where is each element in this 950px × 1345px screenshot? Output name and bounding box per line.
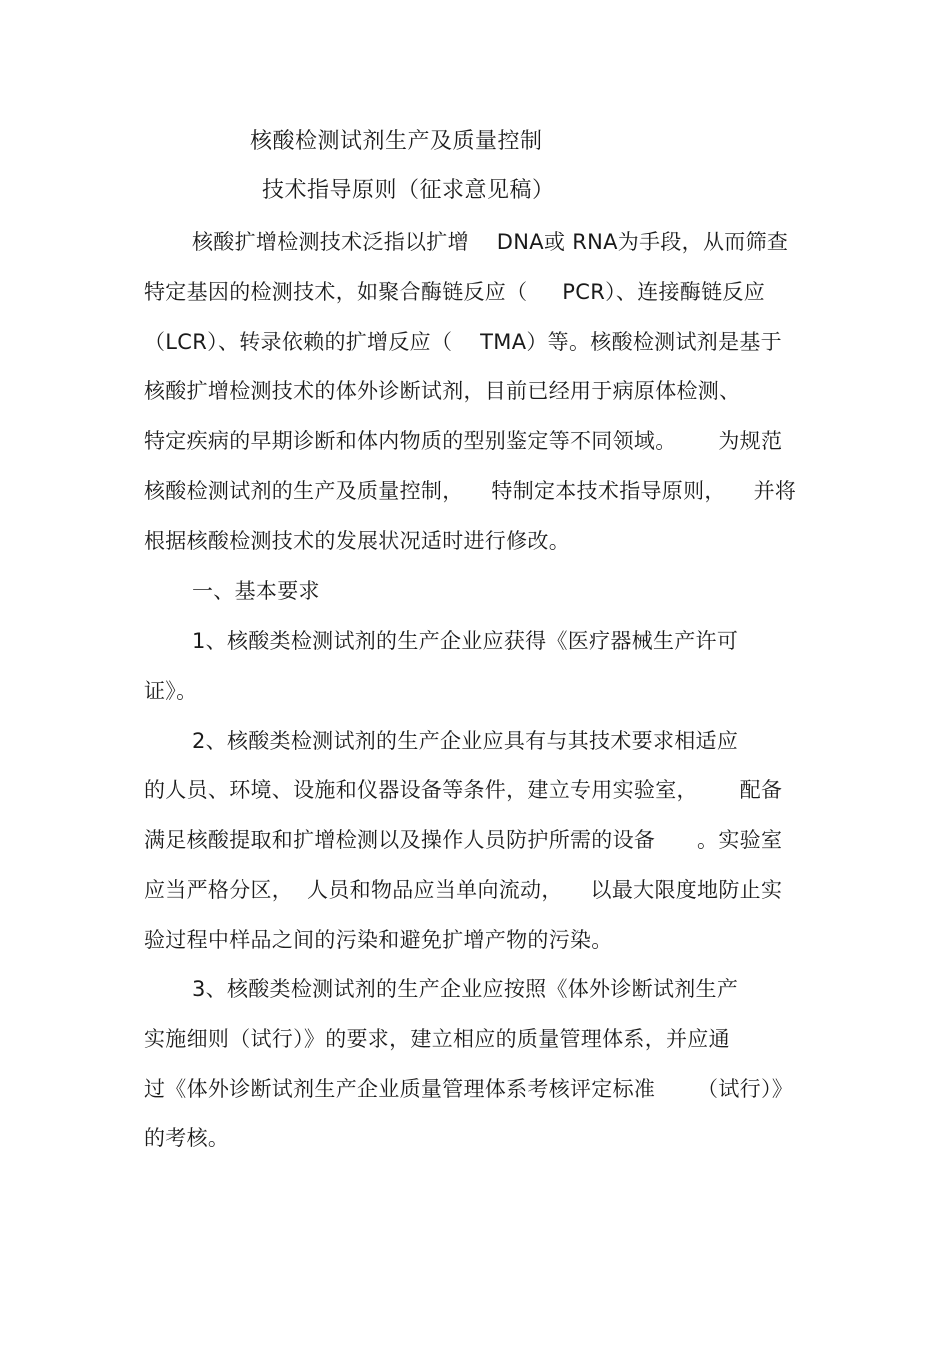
item3-line-2: 实施细则（试行）》的要求，建立相应的质量管理体系，并应通	[144, 1027, 730, 1051]
item1-line-1: 1、核酸类检测试剂的生产企业应获得《医疗器械生产许可	[192, 629, 739, 653]
title-line-2: 技术指导原则（征求意见稿）	[262, 178, 555, 203]
item1-line-2: 证》。	[144, 679, 198, 703]
item3-line-4: 的考核。	[144, 1126, 230, 1150]
item2-line-5: 验过程中样品之间的污染和避免扩增产物的污染。	[144, 928, 613, 952]
intro-line-7: 根据核酸检测技术的发展状况适时进行修改。	[144, 529, 570, 553]
intro-line-4: 核酸扩增检测技术的体外诊断试剂，目前已经用于病原体检测、	[144, 379, 741, 403]
title-line-1: 核酸检测试剂生产及质量控制	[250, 129, 543, 154]
intro-line-3: （LCR）、转录依赖的扩增反应（ TMA）等。核酸检测试剂是基于	[144, 330, 782, 354]
intro-line-1: 核酸扩增检测技术泛指以扩增 DNA或 RNA为手段，从而筛查	[192, 230, 789, 254]
item2-line-2: 的人员、环境、设施和仪器设备等条件，建立专用实验室， 配备	[144, 778, 783, 802]
item2-line-4: 应当严格分区， 人员和物品应当单向流动， 以最大限度地防止实	[144, 878, 783, 902]
item3-line-1: 3、核酸类检测试剂的生产企业应按照《体外诊断试剂生产	[192, 977, 739, 1001]
item3-line-3: 过《体外诊断试剂生产企业质量管理体系考核评定标准 （试行）》	[144, 1077, 794, 1101]
section-heading: 一、基本要求	[192, 579, 320, 603]
intro-line-2: 特定基因的检测技术，如聚合酶链反应（ PCR）、连接酶链反应	[144, 280, 765, 304]
intro-line-5: 特定疾病的早期诊断和体内物质的型别鉴定等不同领域。 为规范	[144, 429, 783, 453]
item2-line-3: 满足核酸提取和扩增检测以及操作人员防护所需的设备 。实验室	[144, 828, 783, 852]
item2-line-1: 2、核酸类检测试剂的生产企业应具有与其技术要求相适应	[192, 729, 739, 753]
intro-line-6: 核酸检测试剂的生产及质量控制， 特制定本技术指导原则， 并将	[144, 479, 797, 503]
